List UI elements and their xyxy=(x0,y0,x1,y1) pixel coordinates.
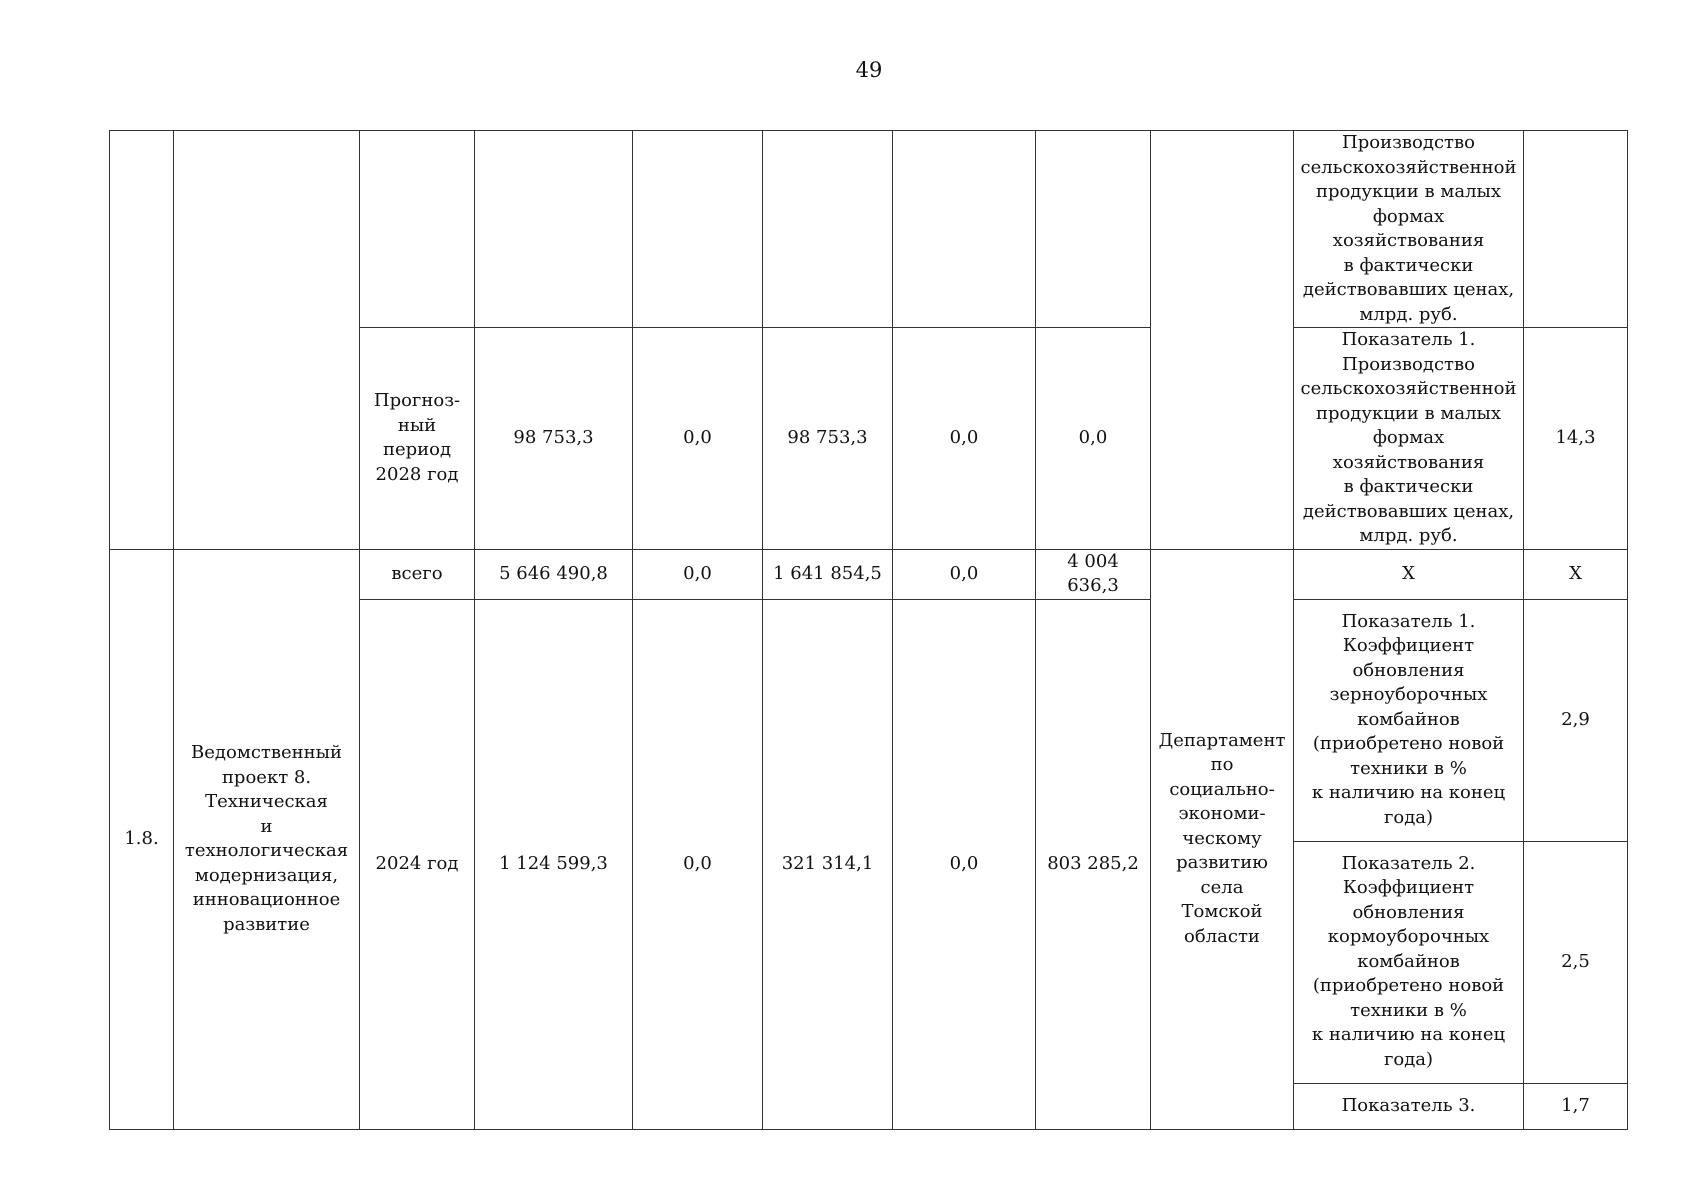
extrabudget-cell: 0,0 xyxy=(1036,328,1151,550)
total-cell: 5 646 490,8 xyxy=(475,549,633,599)
indicator-cell: Производство сельскохозяйственной продукции в малых формах хозяйствования в фактически действовавших ценах, млрд. руб. xyxy=(1294,131,1524,328)
indicator-cell: Показатель 1. Производство сельскохозяйственной продукции в малых формах хозяйствования в фактически действовавших ценах, млрд. руб. xyxy=(1294,328,1524,550)
indicator-value-cell: 14,3 xyxy=(1524,328,1628,550)
department-cell: Департамент по социально- экономи- ческому развитию села Томской области xyxy=(1151,549,1294,1129)
period-cell: всего xyxy=(360,549,475,599)
regional-cell: 321 314,1 xyxy=(763,599,893,1129)
project-code: 1.8. xyxy=(110,549,174,1129)
regional-cell xyxy=(763,131,893,328)
budget-table xyxy=(109,130,1628,1130)
period-cell: Прогноз- ный период 2028 год xyxy=(360,328,475,550)
period-cell: 2024 год xyxy=(360,599,475,1129)
total-cell: 98 753,3 xyxy=(475,328,633,550)
total-cell: 1 124 599,3 xyxy=(475,599,633,1129)
regional-cell: 98 753,3 xyxy=(763,328,893,550)
period-cell xyxy=(360,131,475,328)
extrabudget-cell xyxy=(1036,131,1151,328)
project-name: Ведомственный проект 8. Техническая и технологическая модернизация, инновационное развитие xyxy=(174,549,360,1129)
indicator-cell: Показатель 3. xyxy=(1294,1083,1524,1129)
extrabudget-cell: 803 285,2 xyxy=(1036,599,1151,1129)
federal-cell: 0,0 xyxy=(633,549,763,599)
code-cell-empty xyxy=(110,131,174,550)
total-cell xyxy=(475,131,633,328)
federal-cell: 0,0 xyxy=(633,599,763,1129)
table-row xyxy=(110,549,1628,599)
indicator-cell: Показатель 1. Коэффициент обновления зерноуборочных комбайнов (приобретено новой техники в % к наличию на конец года) xyxy=(1294,599,1524,841)
indicator-value-cell: 1,7 xyxy=(1524,1083,1628,1129)
local-cell: 0,0 xyxy=(893,599,1036,1129)
page-number: 49 xyxy=(855,58,883,82)
local-cell: 0,0 xyxy=(893,549,1036,599)
local-cell xyxy=(893,131,1036,328)
name-cell-empty xyxy=(174,131,360,550)
indicator-value-cell: 2,5 xyxy=(1524,841,1628,1083)
local-cell: 0,0 xyxy=(893,328,1036,550)
federal-cell: 0,0 xyxy=(633,328,763,550)
indicator-cell: Показатель 2. Коэффициент обновления кормоуборочных комбайнов (приобретено новой техники в % к наличию на конец года) xyxy=(1294,841,1524,1083)
indicator-value-cell: X xyxy=(1524,549,1628,599)
indicator-value-cell: 2,9 xyxy=(1524,599,1628,841)
indicator-cell: X xyxy=(1294,549,1524,599)
extrabudget-cell: 4 004 636,3 xyxy=(1036,549,1151,599)
federal-cell xyxy=(633,131,763,328)
regional-cell: 1 641 854,5 xyxy=(763,549,893,599)
table-row xyxy=(110,131,1628,328)
department-cell-empty xyxy=(1151,131,1294,550)
indicator-value-cell xyxy=(1524,131,1628,328)
